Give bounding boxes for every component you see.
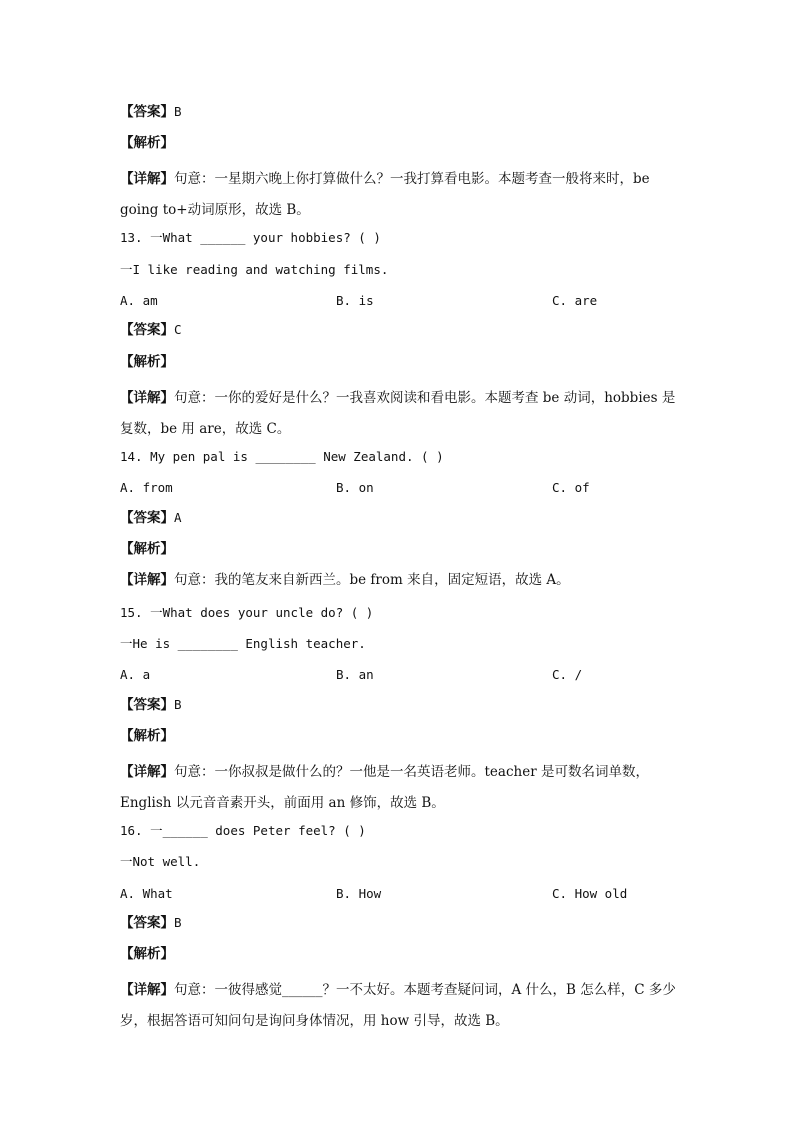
answer-value: C	[174, 322, 182, 337]
detail-label: 【详解】	[120, 982, 174, 998]
question-16-option-c: C. How old	[552, 886, 628, 901]
answer-value: B	[174, 915, 182, 930]
question-16-option-a: A. What	[120, 886, 173, 901]
detail-label: 【详解】	[120, 764, 174, 780]
question-15-option-b: B. an	[336, 667, 374, 682]
answer-label: 【答案】	[120, 104, 174, 120]
analysis-label: 【解析】	[120, 135, 174, 151]
question-14-stem: 14. My pen pal is ________ New Zealand. ( )	[120, 449, 444, 464]
question-14-option-c: C. of	[552, 480, 590, 495]
detail-label: 【详解】	[120, 390, 174, 406]
analysis-label: 【解析】	[120, 354, 174, 370]
detail-text: 句意：我的笔友来自新西兰。be from 来自，固定短语，故选 A。	[174, 572, 570, 588]
answer-line	[120, 695, 680, 715]
answer-label: 【答案】	[120, 915, 174, 931]
question-16-option-b: B. How	[336, 886, 382, 901]
question-15-option-a: A. a	[120, 667, 151, 682]
answer-value: B	[174, 697, 182, 712]
detail-label: 【详解】	[120, 171, 174, 187]
detail-label: 【详解】	[120, 572, 174, 588]
question-13-dialog: 一I like reading and watching films.	[120, 262, 389, 277]
question-16-dialog: 一Not well.	[120, 854, 201, 869]
analysis-label: 【解析】	[120, 541, 174, 557]
detail-line	[120, 975, 680, 1037]
detail-line	[120, 383, 680, 445]
answer-line	[120, 320, 680, 340]
question-16-stem: 16. 一______ does Peter feel? ( )	[120, 823, 366, 838]
answer-line	[120, 102, 680, 122]
answer-label: 【答案】	[120, 697, 174, 713]
answer-label: 【答案】	[120, 322, 174, 338]
detail-text: 句意：一彼得感觉______？一不太好。本题考查疑问词，A 什么，B 怎么样，C 多少岁，根据答语可知问句是询问身体情况，用 how 引导，故选 B。	[120, 982, 676, 1029]
analysis-label: 【解析】	[120, 946, 174, 962]
question-13-option-a: A. am	[120, 293, 158, 308]
detail-line	[120, 757, 680, 819]
answer-line	[120, 508, 680, 528]
answer-value: B	[174, 104, 182, 119]
detail-text: 句意：一你叔叔是做什么的？一他是一名英语老师。teacher 是可数名词单数，English 以元音音素开头，前面用 an 修饰，故选 B。	[120, 764, 649, 811]
answer-label: 【答案】	[120, 510, 174, 526]
analysis-label: 【解析】	[120, 728, 174, 744]
answer-value: A	[174, 510, 182, 525]
question-14-option-b: B. on	[336, 480, 374, 495]
question-14-option-a: A. from	[120, 480, 173, 495]
question-15-option-c: C. /	[552, 667, 583, 682]
question-15-dialog: 一He is ________ English teacher.	[120, 636, 366, 651]
detail-text: 句意：一你的爱好是什么？一我喜欢阅读和看电影。本题考查 be 动词，hobbies 是复数，be 用 are，故选 C。	[120, 390, 676, 437]
question-13-stem: 13. 一What ______ your hobbies? ( )	[120, 230, 381, 245]
question-13-option-c: C. are	[552, 293, 598, 308]
question-13-option-b: B. is	[336, 293, 374, 308]
detail-line	[120, 570, 680, 590]
question-15-stem: 15. 一What does your uncle do? ( )	[120, 605, 374, 620]
detail-line	[120, 164, 680, 226]
answer-line	[120, 913, 680, 933]
detail-text: 句意：一星期六晚上你打算做什么？一我打算看电影。本题考查一般将来时，be going to+动词原形，故选 B。	[120, 171, 650, 218]
